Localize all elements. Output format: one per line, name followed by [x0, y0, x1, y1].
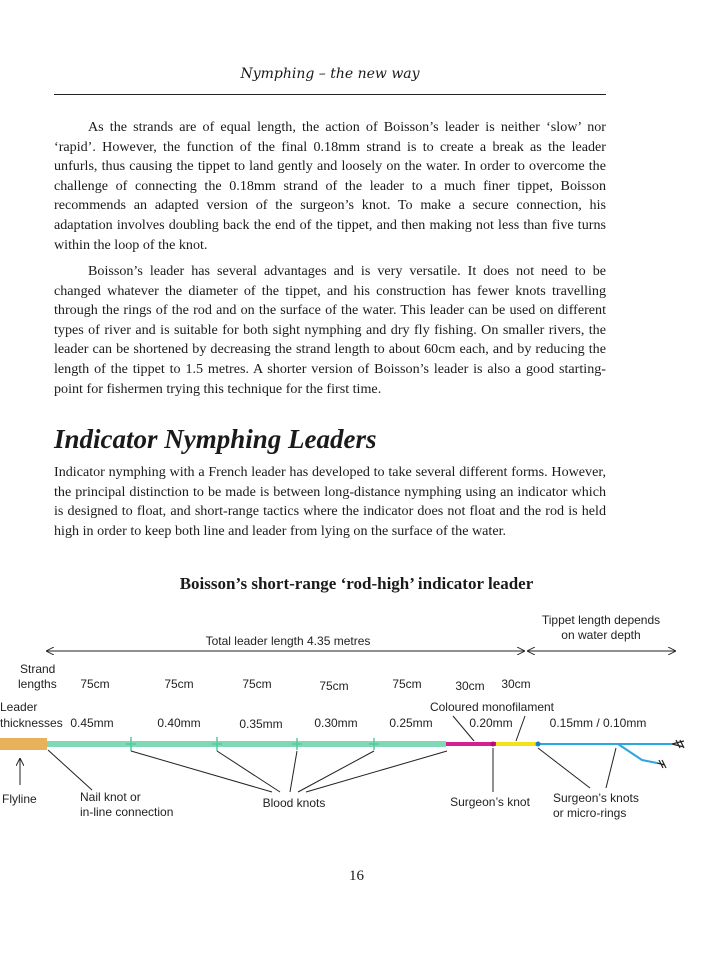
dropper-fly-icon: [657, 760, 666, 768]
thickness-value: 0.20mm: [469, 716, 513, 730]
paragraph-2: Boisson’s leader has several advantages and is very versatile. It does not need to be changed whatever the diameter of the tippet, and his construction has fewer knots travelling through the rings of the rod and on the surface of the water. This leader can be used on different types of river and is suitable for both sight nymphing and dry fly fishing. On smaller rivers, the leader can be shortened by decreasing the strand length to about 60cm each, and by reducing the length of the tippet to 1.5 metres. A shorter version of Boisson’s leader is also a good starting-point for fishermen trying this technique for the first time.: [54, 263, 606, 397]
running-header: Nymphing – the new way: [240, 66, 420, 82]
surgeons-knot-label: Surgeon’s knot: [450, 795, 530, 809]
leader-butt-section: [47, 741, 446, 747]
strand-length: 30cm: [455, 679, 485, 693]
total-length-label: Total leader length 4.35 metres: [205, 634, 371, 648]
flyline-segment: [0, 738, 47, 750]
leader-diagram: [0, 600, 713, 840]
blood-knot-pointer-line: [290, 751, 297, 792]
thickness-value: 0.25mm: [389, 716, 433, 730]
indicator-magenta-section: [446, 742, 496, 746]
blood-knot: [292, 738, 302, 750]
surgeons-knots-label-line-1: Surgeon’s knots: [553, 791, 639, 805]
paragraph-1: As the strands are of equal length, the action of Boisson’s leader is neither ‘slow’ nor ‘rapid’. However, the function of the final 0.18mm strand is to create a break as the leader unfurls, thus causing the tippet to land gently and loosely on the water. In order to overcome the challenge of connecting the 0.18mm strand of the leader to a much finer tippet, Boisson recommends an adapted version of the surgeon’s knot. To make a secure connection, his adaptation involves doubling back the end of the tippet, and then making not less than five turns within the loop of the knot.: [54, 119, 606, 253]
header-rule: [54, 94, 606, 95]
strand-length: 75cm: [80, 677, 110, 691]
thickness-value: 0.40mm: [157, 716, 201, 730]
thickness-label-line-2: thicknesses: [0, 716, 63, 730]
indicator-yellow-section: [496, 742, 536, 746]
blood-knot-pointer-line: [306, 751, 447, 792]
diagram-title: Boisson’s short-range ‘rod-high’ indicator leader: [179, 574, 534, 593]
nail-knot-label-line-1: Nail knot or: [80, 790, 141, 804]
mono-pointer-line: [516, 716, 525, 741]
thickness-value: 0.30mm: [314, 716, 358, 730]
strand-label-line-2: lengths: [18, 677, 57, 691]
thickness-value: 0.15mm / 0.10mm: [549, 716, 647, 730]
point-fly-icon: [672, 740, 684, 748]
blood-knot-pointer-line: [131, 751, 272, 792]
page-number: 16: [349, 868, 364, 884]
blood-knots-label: Blood knots: [262, 796, 326, 810]
thickness-value: 0.45mm: [70, 716, 114, 730]
dropper-line: [618, 744, 657, 763]
tippet-label-line-1: Tippet length depends: [541, 613, 661, 627]
thickness-value: 0.35mm: [239, 717, 283, 731]
section-paragraph: Indicator nymphing with a French leader has developed to take several different forms. However, the principal distinction to be made is between long-distance nymphing using an indicator which is designed to float, and short-range tactics where the indicator does not float and the rod is held high in order to keep both line and leader from lying on the surface of the water.: [54, 464, 606, 539]
strand-length: 75cm: [242, 677, 272, 691]
strand-length: 75cm: [392, 677, 422, 691]
surgeons-knot: [491, 742, 496, 747]
strand-length: 75cm: [319, 679, 349, 693]
blood-knot-pointer-line: [298, 751, 374, 792]
surgeons-knots-label-line-2: or micro-rings: [553, 806, 627, 820]
section-heading: Indicator Nymphing Leaders: [54, 424, 377, 454]
coloured-mono-label: Coloured monofilament: [429, 700, 555, 714]
surgeons-knots-pointer-line: [538, 748, 590, 788]
nail-knot-pointer-line: [48, 750, 92, 790]
nail-knot-label-line-2: in-line connection: [80, 805, 174, 819]
blood-knot: [369, 738, 379, 750]
surgeons-knots-pointer-line: [606, 748, 616, 788]
blood-knot: [212, 737, 222, 751]
blood-knot-pointer-line: [217, 751, 280, 792]
flyline-label: Flyline: [2, 792, 37, 806]
thickness-label-line-1: Leader: [0, 700, 38, 714]
strand-label-line-1: Strand: [20, 662, 56, 676]
strand-length: 75cm: [164, 677, 194, 691]
tippet-label-line-2: on water depth: [561, 628, 641, 642]
tippet-knot: [536, 742, 541, 747]
blood-knot: [126, 737, 136, 751]
strand-length: 30cm: [501, 677, 531, 691]
